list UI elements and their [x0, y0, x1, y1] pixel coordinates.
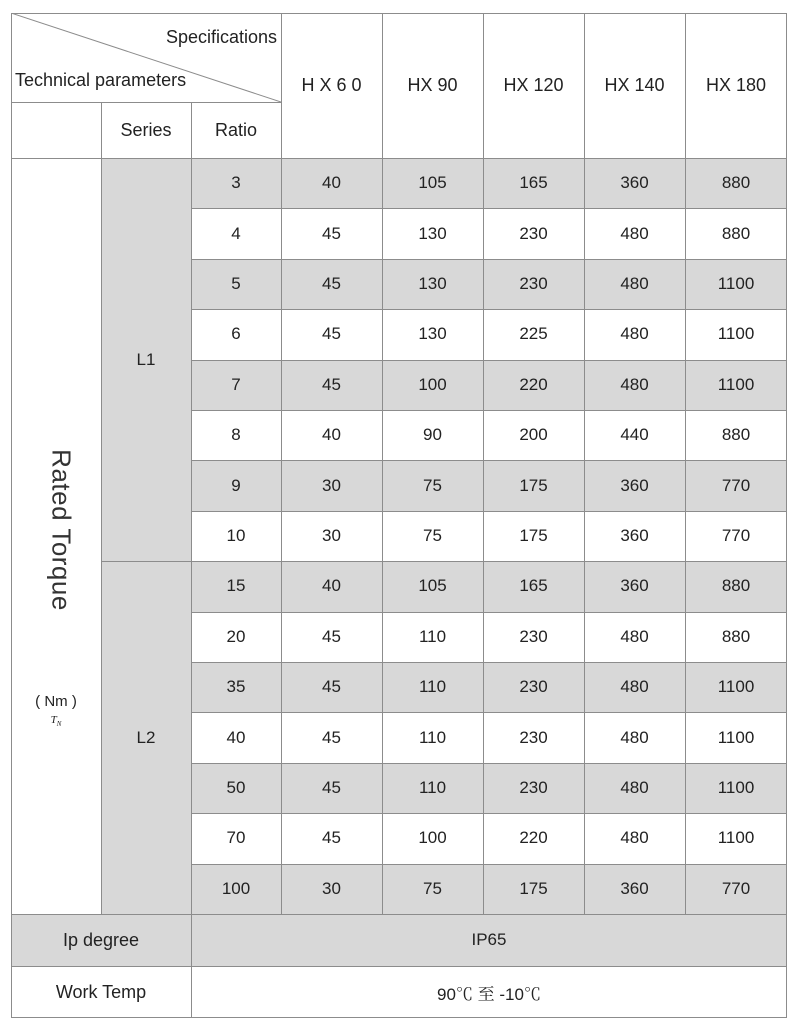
ratio-header: Ratio	[214, 119, 258, 140]
torque-value-cell: 1100	[717, 273, 755, 293]
torque-value-cell: 100	[418, 374, 447, 394]
model-header: HX 140	[604, 75, 665, 95]
torque-value-cell: 1100	[717, 777, 755, 797]
ratio-cell: 9	[231, 475, 241, 495]
grid-line	[191, 662, 787, 663]
torque-value-cell: 45	[322, 677, 341, 697]
model-header: HX 120	[503, 75, 564, 95]
torque-value-cell: 360	[620, 576, 649, 596]
series-cell: L1	[101, 158, 191, 561]
torque-value-cell: 230	[519, 273, 548, 293]
grid-line	[786, 13, 787, 1018]
torque-value-cell: 480	[620, 223, 649, 243]
grid-line	[11, 914, 787, 915]
grid-line	[11, 13, 787, 14]
torque-value-cell: 1100	[717, 677, 755, 697]
grid-line	[483, 13, 484, 914]
model-header: HX 180	[705, 75, 767, 95]
torque-value-cell: 200	[519, 425, 548, 445]
grid-line	[11, 13, 12, 1018]
torque-value-cell: 770	[721, 475, 751, 495]
grid-line	[191, 561, 787, 562]
torque-value-cell: 220	[519, 374, 548, 394]
torque-value-cell: 30	[322, 878, 341, 898]
torque-value-cell: 480	[620, 677, 649, 697]
torque-value-cell: 175	[519, 475, 548, 495]
grid-line	[101, 102, 102, 914]
torque-value-cell: 230	[519, 626, 548, 646]
footer-label-cell: Work Temp	[55, 981, 147, 1002]
torque-value-cell: 480	[620, 324, 649, 344]
torque-value-cell: 175	[519, 878, 548, 898]
torque-value-cell: 880	[721, 576, 751, 596]
grid-line	[191, 410, 787, 411]
torque-value-cell: 110	[418, 727, 447, 747]
torque-value-cell: 75	[423, 475, 442, 495]
torque-value-cell: 110	[418, 677, 447, 697]
ratio-cell: 35	[226, 677, 246, 697]
grid-line	[11, 1017, 787, 1018]
torque-value-cell: 175	[519, 525, 548, 545]
torque-value-cell: 75	[423, 525, 442, 545]
torque-value-cell: 230	[519, 777, 548, 797]
torque-value-cell: 1100	[717, 727, 755, 747]
torque-value-cell: 45	[322, 727, 341, 747]
grid-line	[191, 511, 787, 512]
ratio-cell: 20	[226, 626, 246, 646]
torque-value-cell: 480	[620, 273, 649, 293]
specification-table	[11, 13, 787, 1018]
ratio-cell: 3	[231, 173, 241, 193]
torque-value-cell: 165	[519, 173, 548, 193]
torque-value-cell: 130	[418, 324, 447, 344]
torque-value-cell: 45	[322, 777, 341, 797]
torque-value-cell: 880	[721, 223, 751, 243]
torque-value-cell: 45	[322, 223, 341, 243]
torque-value-cell: 1100	[717, 828, 755, 848]
torque-value-cell: 40	[322, 425, 341, 445]
torque-value-cell: 130	[418, 273, 447, 293]
grid-line	[685, 13, 686, 914]
grid-line	[382, 13, 383, 914]
torque-value-cell: 480	[620, 828, 649, 848]
ratio-cell: 70	[226, 828, 246, 848]
grid-line	[584, 13, 585, 914]
ratio-cell: 50	[226, 777, 246, 797]
torque-value-cell: 360	[620, 525, 649, 545]
series-header: Series	[120, 119, 172, 140]
torque-value-cell: 75	[423, 878, 442, 898]
grid-line	[191, 259, 787, 260]
grid-line	[191, 612, 787, 613]
torque-value-cell: 480	[620, 626, 649, 646]
grid-line	[191, 309, 787, 310]
ratio-cell: 40	[226, 727, 246, 747]
grid-line	[11, 102, 281, 103]
footer-value-cell: IP65	[191, 914, 787, 966]
grid-line	[191, 460, 787, 461]
grid-line	[191, 712, 787, 713]
model-header: H X 6 0	[301, 75, 362, 95]
grid-line	[191, 864, 787, 865]
ratio-cell: 100	[221, 878, 251, 898]
ratio-cell: 6	[231, 324, 241, 344]
torque-value-cell: 360	[620, 173, 649, 193]
torque-value-cell: 880	[721, 626, 751, 646]
series-cell: L2	[101, 561, 191, 914]
grid-line	[191, 360, 787, 361]
torque-value-cell: 220	[519, 828, 548, 848]
torque-value-cell: 30	[322, 525, 341, 545]
torque-value-cell: 45	[322, 828, 341, 848]
torque-value-cell: 40	[322, 173, 341, 193]
torque-value-cell: 45	[322, 324, 341, 344]
grid-line	[191, 813, 787, 814]
torque-value-cell: 770	[721, 525, 751, 545]
torque-value-cell: 1100	[717, 324, 755, 344]
torque-value-cell: 480	[620, 374, 649, 394]
torque-value-cell: 230	[519, 677, 548, 697]
torque-value-cell: 45	[322, 626, 341, 646]
torque-symbol: $T_N$	[50, 714, 62, 729]
torque-value-cell: 165	[519, 576, 548, 596]
torque-value-cell: 1100	[717, 374, 755, 394]
technical-parameters-label: Technical parameters	[15, 70, 187, 90]
torque-value-cell: 105	[418, 576, 447, 596]
specifications-label: Specifications	[165, 27, 277, 47]
torque-value-cell: 880	[721, 425, 751, 445]
ratio-cell: 8	[231, 425, 241, 445]
torque-value-cell: 45	[322, 374, 341, 394]
grid-line	[101, 561, 191, 562]
torque-value-cell: 110	[418, 777, 447, 797]
torque-value-cell: 230	[519, 727, 548, 747]
torque-value-cell: 100	[418, 828, 447, 848]
torque-unit: ( Nm )	[35, 693, 77, 710]
model-header: HX 90	[407, 75, 458, 95]
rated-torque-label: Rated Torque	[46, 449, 77, 611]
ratio-cell: 7	[231, 374, 241, 394]
grid-line	[191, 208, 787, 209]
torque-value-cell: 360	[620, 878, 649, 898]
ratio-cell: 5	[231, 273, 241, 293]
footer-value-cell: 90℃ 至 -10℃	[437, 984, 541, 1004]
torque-value-cell: 130	[418, 223, 447, 243]
ratio-cell: 4	[231, 223, 241, 243]
grid-line	[11, 158, 787, 159]
torque-value-cell: 770	[721, 878, 751, 898]
torque-value-cell: 225	[519, 324, 548, 344]
grid-line	[11, 966, 787, 967]
torque-value-cell: 880	[721, 173, 751, 193]
rated-torque-cell	[11, 158, 101, 918]
torque-value-cell: 110	[418, 626, 447, 646]
torque-value-cell: 440	[620, 425, 649, 445]
torque-value-cell: 105	[418, 173, 447, 193]
torque-value-cell: 30	[322, 475, 341, 495]
torque-value-cell: 45	[322, 273, 341, 293]
torque-value-cell: 480	[620, 777, 649, 797]
footer-label-cell: Ip degree	[11, 914, 191, 966]
torque-value-cell: 360	[620, 475, 649, 495]
grid-line	[281, 13, 282, 914]
ratio-cell: 15	[226, 576, 246, 596]
torque-value-cell: 480	[620, 727, 649, 747]
ratio-cell: 10	[226, 525, 246, 545]
grid-line	[191, 763, 787, 764]
torque-value-cell: 40	[322, 576, 341, 596]
torque-value-cell: 90	[423, 425, 442, 445]
grid-line	[191, 102, 192, 1018]
torque-value-cell: 230	[519, 223, 548, 243]
